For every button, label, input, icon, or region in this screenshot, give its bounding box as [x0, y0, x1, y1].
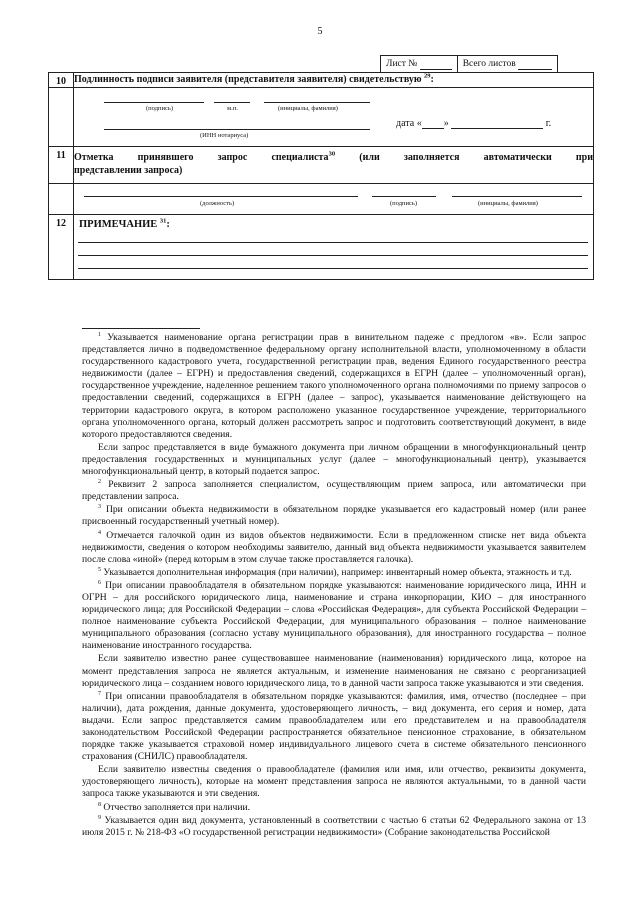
footnote-7-text: При описании правообладателя в обязательном порядке указываются: фамилия, имя, отчество (последнее – при наличии), дата рождения, данные документа, удостоверяющего личность, – вид документа, его серия и номер, дата выдачи. Если запрос представляется самим правообладателем или его представителем и на правообладателя законодательством Российской Федерации распространяется обязательное пенсионное страхование, в обязательном порядке также указывается страховой номер индивидуального лицевого счета в системе обязательного пенсионного страхования (СНИЛС) правообладателя. [82, 690, 586, 763]
row-11-body [49, 184, 594, 215]
sheet-counter [380, 55, 558, 73]
row-12-note-line-2[interactable] [78, 255, 588, 256]
sheet-number-cell [381, 56, 458, 73]
footnotes [82, 332, 586, 840]
footnote-5 [82, 567, 586, 579]
row-11-signature-area [74, 184, 594, 215]
footnote-7-marker: 7 [98, 690, 101, 697]
row-10-title-sup: 29 [424, 72, 431, 80]
row-10-day-field[interactable] [422, 118, 444, 129]
sheet-total-cell [458, 56, 557, 73]
footnote-3-text: При описании объекта недвижимости в обязательном порядке указывается его кадастровый номер (или ранее присвоенный государственный учетный номер). [82, 504, 586, 528]
row-11-title-text: Отметка принявшего запрос специалиста [74, 152, 329, 163]
row-10-inn-caption: (ИНН нотариуса) [200, 132, 249, 139]
footnote-7-continued-text: Если заявителю известны сведения о правообладателе (фамилия или имя, или отчество, реквизиты документа, удостоверяющего личность), которые на момент представления запроса не являются актуальными, то в данной части запроса также указываются и эти сведения. [82, 764, 586, 800]
row-10-signature-caption: (подпись) [146, 105, 173, 112]
row-10-body-num [49, 88, 74, 147]
row-12 [49, 215, 594, 280]
row-12-note-line-3[interactable] [78, 268, 588, 269]
footnote-separator [82, 328, 200, 329]
footnote-6-continued-text: Если заявителю известно ранее существовавшее наименование (наименования) юридического лица, которое на момент представления запроса не является актуальным, и изменение наименования не связано с реорганизацией юридического лица – созданием нового юридического лица, то в данной части запроса также указываются и эти сведения. [82, 653, 586, 689]
row-12-title [74, 215, 593, 234]
row-10-header [49, 73, 594, 88]
row-11-signature-line[interactable] [372, 196, 436, 197]
row-12-notes-area [74, 215, 594, 280]
footnote-6-marker: 6 [98, 579, 101, 586]
row-10-inn-line[interactable] [104, 129, 370, 130]
row-12-number: 12 [49, 215, 74, 280]
footnote-3 [82, 504, 586, 528]
footnote-9 [82, 815, 586, 839]
row-10-year-label: г. [545, 118, 552, 129]
footnote-6-continued [82, 653, 586, 689]
row-11-position-caption: (должность) [200, 200, 235, 207]
row-11-title [74, 147, 594, 184]
footnote-4-text: Отмечается галочкой один из видов объектов недвижимости. Если в предложенном списке нет вида объекта недвижимости, сведения о котором необходимы заявителю, данный вид объекта недвижимости указывается заявителем после слова «иной» (перед которым в этом случае также проставляется галочка). [82, 529, 586, 565]
row-11-title-text-end: (или заполняется автоматически при [335, 152, 593, 163]
sheet-number-label: Лист № [386, 59, 418, 69]
page-number: 5 [317, 26, 323, 37]
footnote-7-continued [82, 764, 586, 800]
footnote-1-continued [82, 442, 586, 478]
row-11-initials-line[interactable] [452, 196, 582, 197]
footnote-6 [82, 580, 586, 653]
row-10-initials-line[interactable] [264, 102, 370, 103]
footnote-7 [82, 691, 586, 764]
row-11-title-sup: 30 [328, 150, 336, 158]
row-10-seal-line [214, 102, 250, 103]
row-11-signature-caption: (подпись) [390, 200, 417, 207]
row-11-title-line1 [74, 151, 593, 164]
footnote-9-text: Указывается один вид документа, установленный в соответствии с частью 6 статьи 62 Федерального закона от 13 июля 2015 г. № 218-ФЗ «О государственной регистрации недвижимости» (Собрание законодательства Российской [82, 814, 586, 838]
footnote-1-text: Указывается наименование органа регистрации прав в винительном падеже с предлогом «в». Если запрос представляется лично в подведомственное федеральному органу исполнительной власти, уполномоченному в области государственного кадастрового учета, государственной регистрации прав, ведения Единого государственного реестра недвижимости (далее – ЕГРН) и предоставления сведений, содержащихся в ЕГРН (далее – уполномоченный орган), государственное учреждение, наделенное решением такого уполномоченного органа полномочиями по приему запросов о предоставлении сведений, содержащихся в ЕГРН (далее – запрос), указывается наименование действующего на территории кадастрового округа, в котором расположено указанное государственное учреждение, территориального органа уполномоченного органа, который должен рассмотреть запрос и подготовить соответствующий документ, в виде которого предоставляются сведения. [82, 332, 586, 440]
row-10-signature-line[interactable] [104, 102, 204, 103]
footnote-9-marker: 9 [98, 814, 101, 821]
row-10-signature-area [74, 88, 594, 147]
footnote-2-marker: 2 [98, 478, 101, 485]
form-table [48, 72, 594, 280]
footnote-4-marker: 4 [98, 529, 101, 536]
sheet-total-field[interactable] [518, 59, 552, 70]
row-11-initials-caption: (инициалы, фамилия) [478, 200, 538, 207]
footnote-2 [82, 479, 586, 503]
row-12-title-sup: 31 [159, 217, 167, 225]
row-11-title-line2: представлении запроса) [74, 165, 183, 176]
row-11-position-line[interactable] [84, 196, 358, 197]
row-10-title-text: Подлинность подписи заявителя (представителя заявителя) свидетельствую [74, 74, 425, 85]
row-12-title-text: ПРИМЕЧАНИЕ [79, 219, 160, 230]
footnote-5-text: Указывается дополнительная информация (при наличии), например: инвентарный номер объекта, этажность и т.д. [101, 566, 572, 578]
row-12-title-end: : [166, 219, 170, 230]
row-10-date-label: дата « [396, 118, 422, 129]
sheet-number-field[interactable] [420, 59, 452, 70]
footnote-1 [82, 332, 586, 441]
row-11-body-num [49, 184, 74, 215]
footnote-8-marker: 8 [98, 801, 101, 808]
row-10-seal-caption: м.п. [227, 105, 238, 112]
footnote-6-text: При описании правообладателя в обязательном порядке указываются: наименование юридического лица, ИНН и ОГРН – для российского юридического лица, наименование и страна инкорпорации, КИО – для иностранного юридического лица; для Российской Федерации – слова «Российская Федерация», для субъекта Российской Федерации – полное наименование субъекта Российской Федерации, для муниципального образования – полное наименование муниципального образования (согласно уставу муниципального образования), для иностранного государства – полное наименование иностранного государства. [82, 579, 586, 652]
row-11-header [49, 147, 594, 184]
footnote-8 [82, 802, 586, 814]
row-11-number: 11 [49, 147, 74, 184]
footnote-1-marker: 1 [98, 331, 101, 338]
footnote-8-text: Отчество заполняется при наличии. [101, 801, 251, 813]
row-10-title [74, 73, 594, 88]
row-10-date [396, 118, 551, 129]
footnote-4 [82, 530, 586, 566]
footnote-1-continued-text: Если запрос представляется в виде бумажного документа при личном обращении в многофункциональный центр предоставления государственных и муниципальных услуг (далее – многофункциональный центр), указывается многофункциональный центр, в который подается запрос. [82, 441, 586, 478]
row-10-month-year-field[interactable] [451, 118, 543, 129]
row-10-number: 10 [49, 73, 74, 88]
footnote-5-marker: 5 [98, 566, 101, 573]
sheet-total-label: Всего листов [462, 59, 516, 69]
row-10-date-close: » [443, 118, 449, 129]
row-10-initials-caption: (инициалы, фамилия) [278, 105, 338, 112]
footnote-3-marker: 3 [98, 504, 101, 511]
row-10-title-end: : [430, 74, 434, 85]
footnote-2-text: Реквизит 2 запроса заполняется специалистом, осуществляющим прием запроса, или автоматически при представлении запроса. [82, 479, 586, 503]
row-12-note-line-1[interactable] [78, 242, 588, 243]
row-10-body [49, 88, 594, 147]
